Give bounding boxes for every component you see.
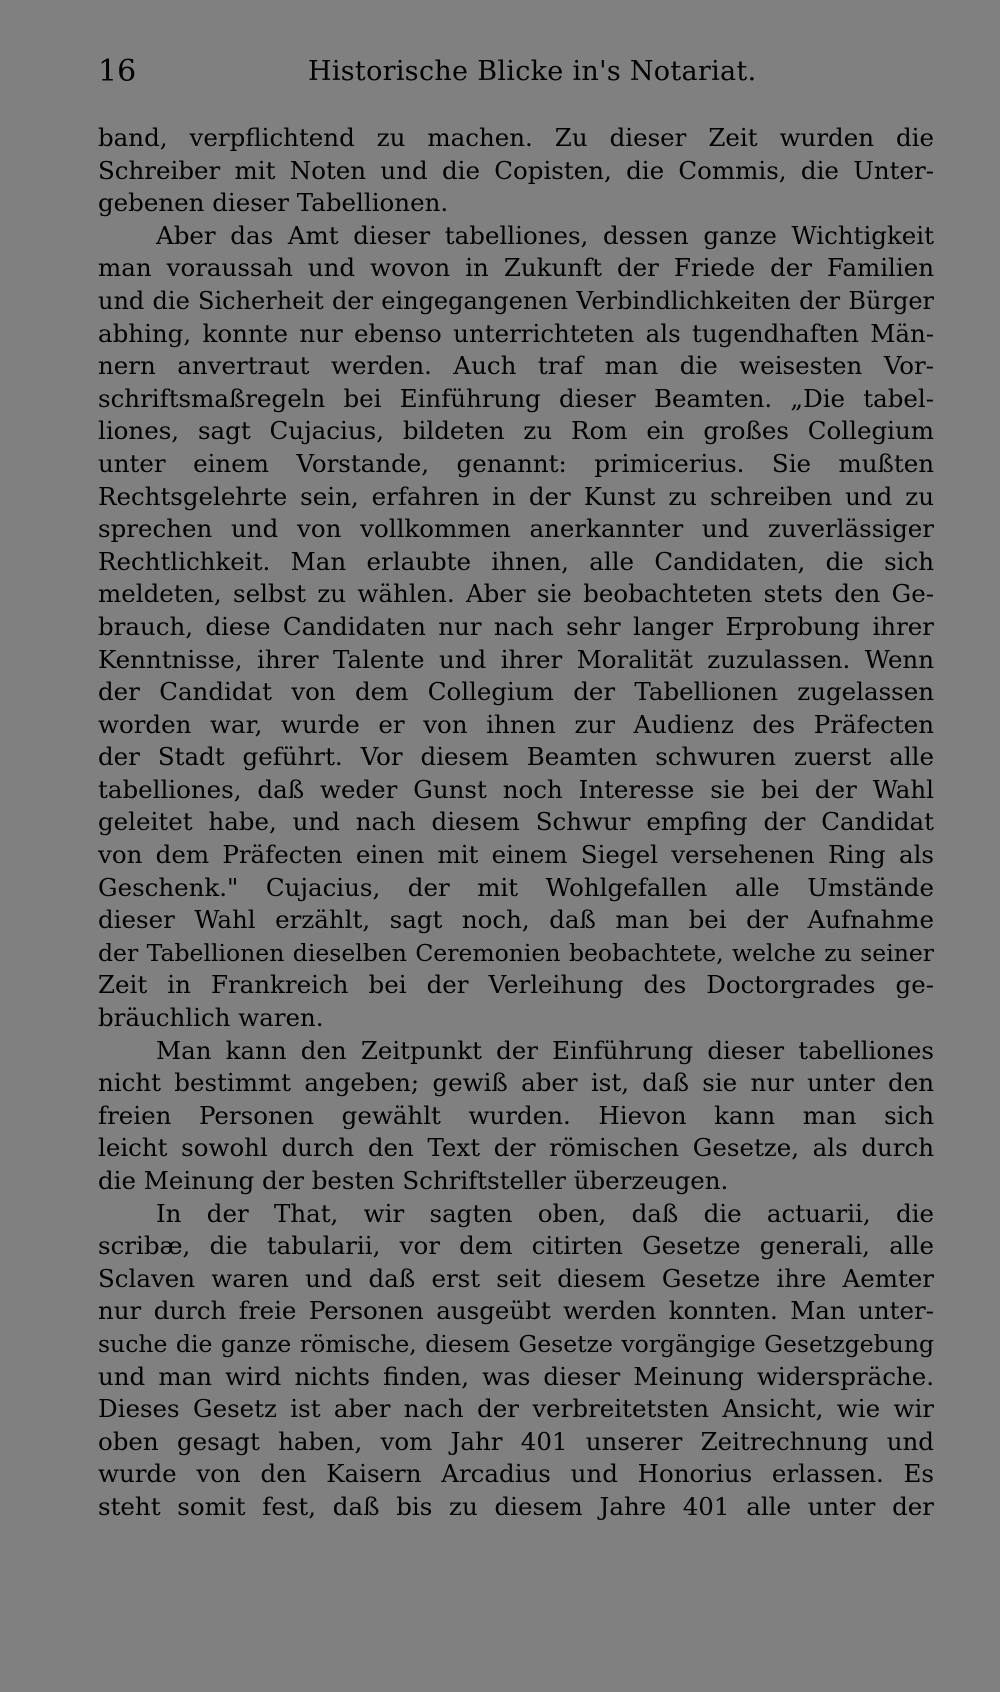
text-line: und die Sicherheit der eingegangenen Verbindlichkeiten der Bürger — [98, 286, 934, 315]
text-line: tabelliones, daß weder Gunst noch Interesse sie bei der Wahl — [98, 774, 934, 804]
text-line: Sclaven waren und daß erst seit diesem Gesetze ihre Aemter — [98, 1263, 934, 1293]
running-title: Historische Blicke in's Notariat. — [308, 56, 757, 87]
text-line: und man wird nichts finden, was dieser Meinung widerspräche. — [98, 1361, 934, 1391]
text-line: wurde von den Kaisern Arcadius und Honorius erlassen. Es — [98, 1459, 934, 1489]
text-line: liones, sagt Cujacius, bildeten zu Rom ein großes Collegium — [98, 416, 934, 446]
text-line: nicht bestimmt angeben; gewiß aber ist, daß sie nur unter den — [98, 1068, 934, 1098]
text-line: unter einem Vorstande, genannt: primicerius. Sie mußten — [98, 448, 934, 478]
text-line: nern anvertraut werden. Auch traf man die weisesten Vor- — [98, 351, 934, 381]
text-line: Kenntnisse, ihrer Talente und ihrer Moralität zuzulassen. Wenn — [98, 644, 934, 674]
text-line: scribæ, die tabularii, vor dem citirten Gesetze generali, alle — [98, 1231, 934, 1261]
text-line: meldeten, selbst zu wählen. Aber sie beobachteten stets den Ge- — [98, 579, 934, 609]
text-line: dieser Wahl erzählt, sagt noch, daß man bei der Aufnahme — [98, 905, 934, 935]
text-line: oben gesagt haben, vom Jahr 401 unserer Zeitrechnung und — [98, 1426, 934, 1456]
text-line: die Meinung der besten Schriftsteller überzeugen. — [98, 1166, 729, 1195]
text-line: von dem Präfecten einen mit einem Siegel versehenen Ring als — [98, 840, 934, 870]
text-line: Dieses Gesetz ist aber nach der verbreitetsten Ansicht, wie wir — [98, 1394, 934, 1424]
text-line: bräuchlich waren. — [98, 1003, 324, 1033]
text-line: abhing, konnte nur ebenso unterrichteten als tugendhaften Män- — [98, 318, 934, 348]
page-header — [98, 52, 934, 92]
text-line: brauch, diese Candidaten nur nach sehr langer Erprobung ihrer — [98, 611, 934, 641]
text-line: In der That, wir sagten oben, daß die actuarii, die — [156, 1198, 934, 1228]
page-number: 16 — [98, 54, 137, 89]
text-line: leicht sowohl durch den Text der römischen Gesetze, als durch — [98, 1133, 934, 1163]
text-line: sprechen und von vollkommen anerkannter und zuverlässiger — [98, 514, 934, 544]
text-line: der Tabellionen dieselben Ceremonien beobachtete, welche zu seiner — [98, 938, 934, 967]
text-line: Geschenk." Cujacius, der mit Wohlgefallen alle Umstände — [98, 872, 934, 902]
text-line: suche die ganze römische, diesem Gesetze vorgängige Gesetzgebung — [98, 1329, 934, 1358]
text-line: Rechtsgelehrte sein, erfahren in der Kunst zu schreiben und zu — [98, 481, 934, 511]
text-line: der Stadt geführt. Vor diesem Beamten schwuren zuerst alle — [98, 742, 934, 772]
text-line: man voraussah und wovon in Zukunft der Friede der Familien — [98, 253, 934, 283]
text-line: der Candidat von dem Collegium der Tabellionen zugelassen — [98, 677, 934, 707]
text-line: freien Personen gewählt wurden. Hievon kann man sich — [98, 1100, 934, 1130]
text-line: gebenen dieser Tabellionen. — [98, 188, 449, 218]
text-line: Schreiber mit Noten und die Copisten, die Commis, die Unter- — [98, 155, 934, 185]
text-line: schriftsmaßregeln bei Einführung dieser Beamten. „Die tabel- — [98, 383, 934, 413]
text-line: band, verpflichtend zu machen. Zu dieser Zeit wurden die — [98, 123, 934, 152]
body-text — [98, 122, 934, 1524]
text-line: Zeit in Frankreich bei der Verleihung des Doctorgrades ge- — [98, 970, 934, 1000]
text-line: geleitet habe, und nach diesem Schwur empfing der Candidat — [98, 807, 934, 837]
text-line: worden war, wurde er von ihnen zur Audienz des Präfecten — [98, 709, 934, 739]
text-line: Man kann den Zeitpunkt der Einführung dieser tabelliones — [156, 1035, 934, 1065]
text-line: Aber das Amt dieser tabelliones, dessen ganze Wichtigkeit — [156, 220, 934, 250]
text-line: Rechtlichkeit. Man erlaubte ihnen, alle Candidaten, die sich — [98, 546, 934, 576]
text-line: nur durch freie Personen ausgeübt werden konnten. Man unter- — [98, 1296, 934, 1326]
text-line: steht somit fest, daß bis zu diesem Jahre 401 alle unter der — [98, 1491, 934, 1521]
